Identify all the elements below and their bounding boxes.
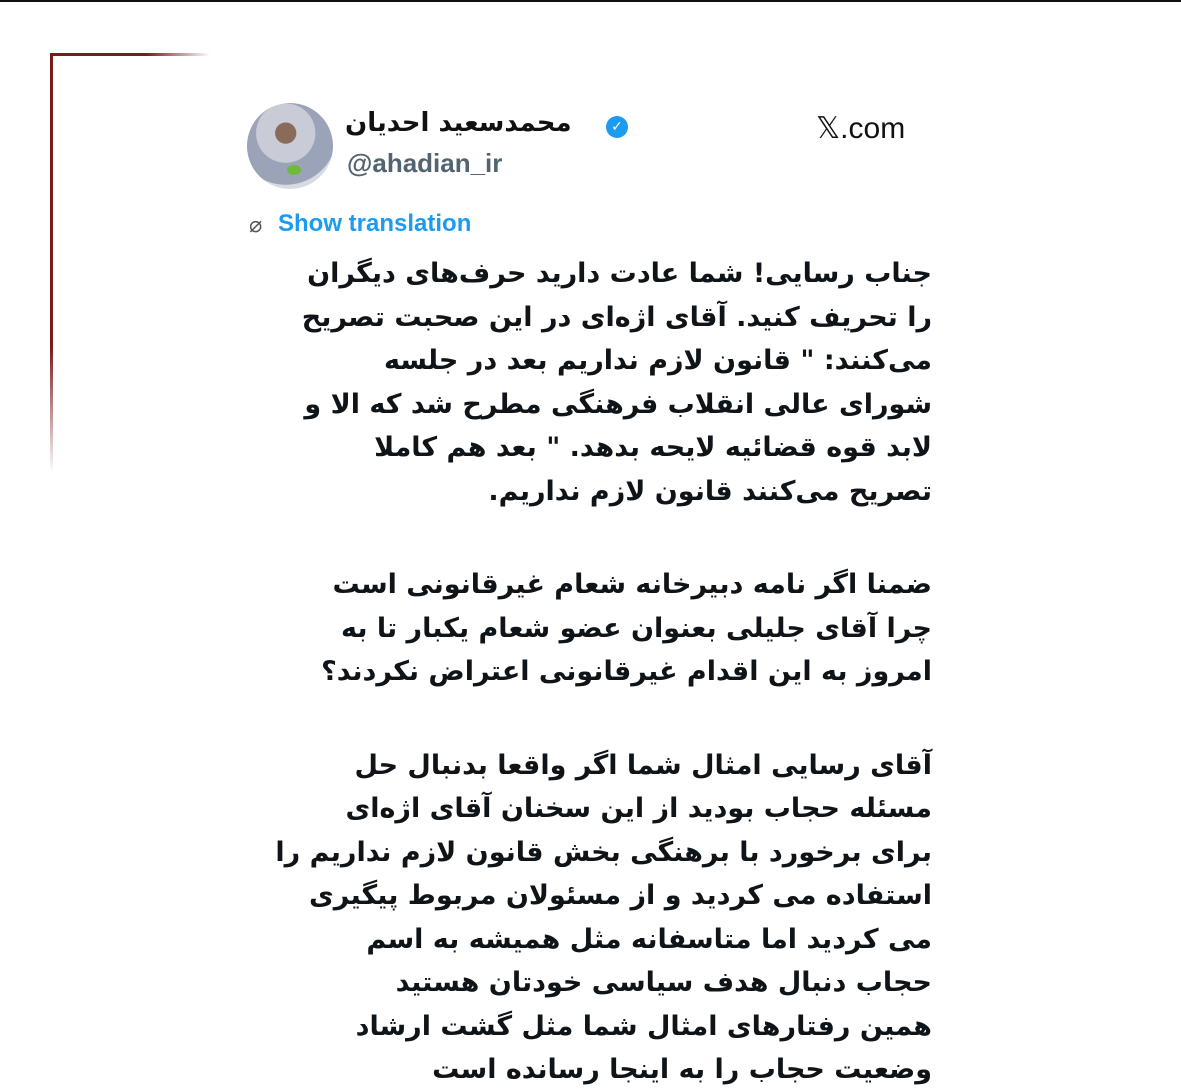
frame-left-line — [50, 53, 53, 473]
paragraph-gap — [236, 513, 932, 563]
author-handle[interactable]: @ahadian_ir — [347, 148, 503, 178]
top-border — [0, 0, 1181, 2]
tweet-text-line: استفاده می کردید و از مسئولان مربوط پیگیری — [308, 880, 932, 911]
tweet-text-line: آقای رسایی امثال شما اگر واقعا بدنبال حل — [354, 749, 932, 781]
tweet-text-line: تصریح می‌کنند قانون لازم نداریم. — [488, 475, 932, 507]
tweet-text-line: امروز به این اقدام غیرقانونی اعتراض نکردند؟ — [321, 656, 932, 687]
tweet-text-line: مسئله حجاب بودید از این سخنان آقای اژه‌ای — [345, 793, 932, 824]
tweet-text-line: جناب رسایی! شما عادت دارید حرف‌های دیگران — [307, 258, 932, 289]
frame-top-line — [50, 53, 210, 56]
avatar[interactable] — [247, 103, 333, 189]
tweet-text-line: شورای عالی انقلاب فرهنگی مطرح شد که الا و — [304, 388, 932, 420]
author-name[interactable]: محمدسعید احدیان — [345, 108, 572, 138]
translate-icon: ⌀ — [249, 213, 263, 238]
source-label: 𝕏.com — [816, 112, 906, 145]
tweet-text-line: ضمنا اگر نامه دبیرخانه شعام غیرقانونی است — [332, 569, 932, 600]
tweet-text-line: چرا آقای جلیلی بعنوان عضو شعام یکبار تا به — [340, 612, 932, 644]
tweet-text-line: می کردید اما متاسفانه مثل همیشه به اسم — [366, 923, 932, 955]
tweet-text-line: همین رفتارهای امثال شما مثل گشت ارشاد — [355, 1010, 932, 1042]
tweet-text-line: وضعیت حجاب را به اینجا رسانده است — [432, 1054, 932, 1085]
tweet-text-line: لابد قوه قضائیه لایحه بدهد. " بعد هم کاملا — [374, 432, 932, 463]
tweet-body — [236, 252, 932, 1092]
tweet-text-line: را تحریف کنید. آقای اژه‌ای در این صحبت تصریح — [301, 301, 932, 333]
verified-badge-icon: ✓ — [606, 116, 628, 138]
tweet-text-line: برای برخورد با برهنگی بخش قانون لازم نداریم را — [275, 836, 932, 868]
show-translation-link[interactable]: Show translation — [278, 210, 472, 237]
tweet-text-line: می‌کنند: " قانون لازم نداریم بعد در جلسه — [384, 345, 932, 376]
paragraph-gap — [236, 694, 932, 744]
tweet-text-line: حجاب دنبال هدف سیاسی خودتان هستید — [395, 967, 932, 998]
avatar-leaf — [287, 165, 301, 175]
